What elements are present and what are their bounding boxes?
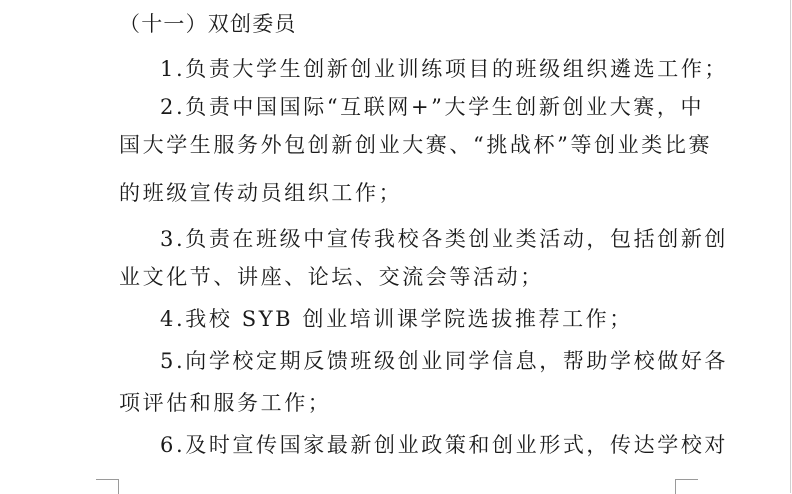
page-margin-corner-mark-right [675,479,698,494]
paragraph-line: 国大学生服务外包创新创业大赛、“挑战杯”等创业类比赛 [119,133,713,157]
paragraph-line: 项评估和服务工作； [119,391,332,415]
paragraph-line: 2.负责中国国际“互联网+”大学生创新创业大赛，中 [160,95,705,119]
section-heading: （十一）双创委员 [119,12,297,36]
paragraph-line: 5.向学校定期反馈班级创业同学信息，帮助学校做好各 [160,349,729,373]
paragraph-line: 的班级宣传动员组织工作； [119,181,403,205]
paragraph-line: 1.负责大学生创新创业训练项目的班级组织遴选工作； [160,57,729,81]
paragraph-line: 业文化节、讲座、论坛、交流会等活动； [119,265,544,289]
paragraph-line: 6.及时宣传国家最新创业政策和创业形式，传达学校对 [160,433,729,457]
paragraph-line: 3.负责在班级中宣传我校各类创业类活动，包括创新创 [160,227,729,251]
page-margin-corner-mark-left [96,479,119,494]
paragraph-line: 4.我校 SYB 创业培训课学院选拔推荐工作； [160,307,633,331]
page-edge-divider [790,0,791,493]
